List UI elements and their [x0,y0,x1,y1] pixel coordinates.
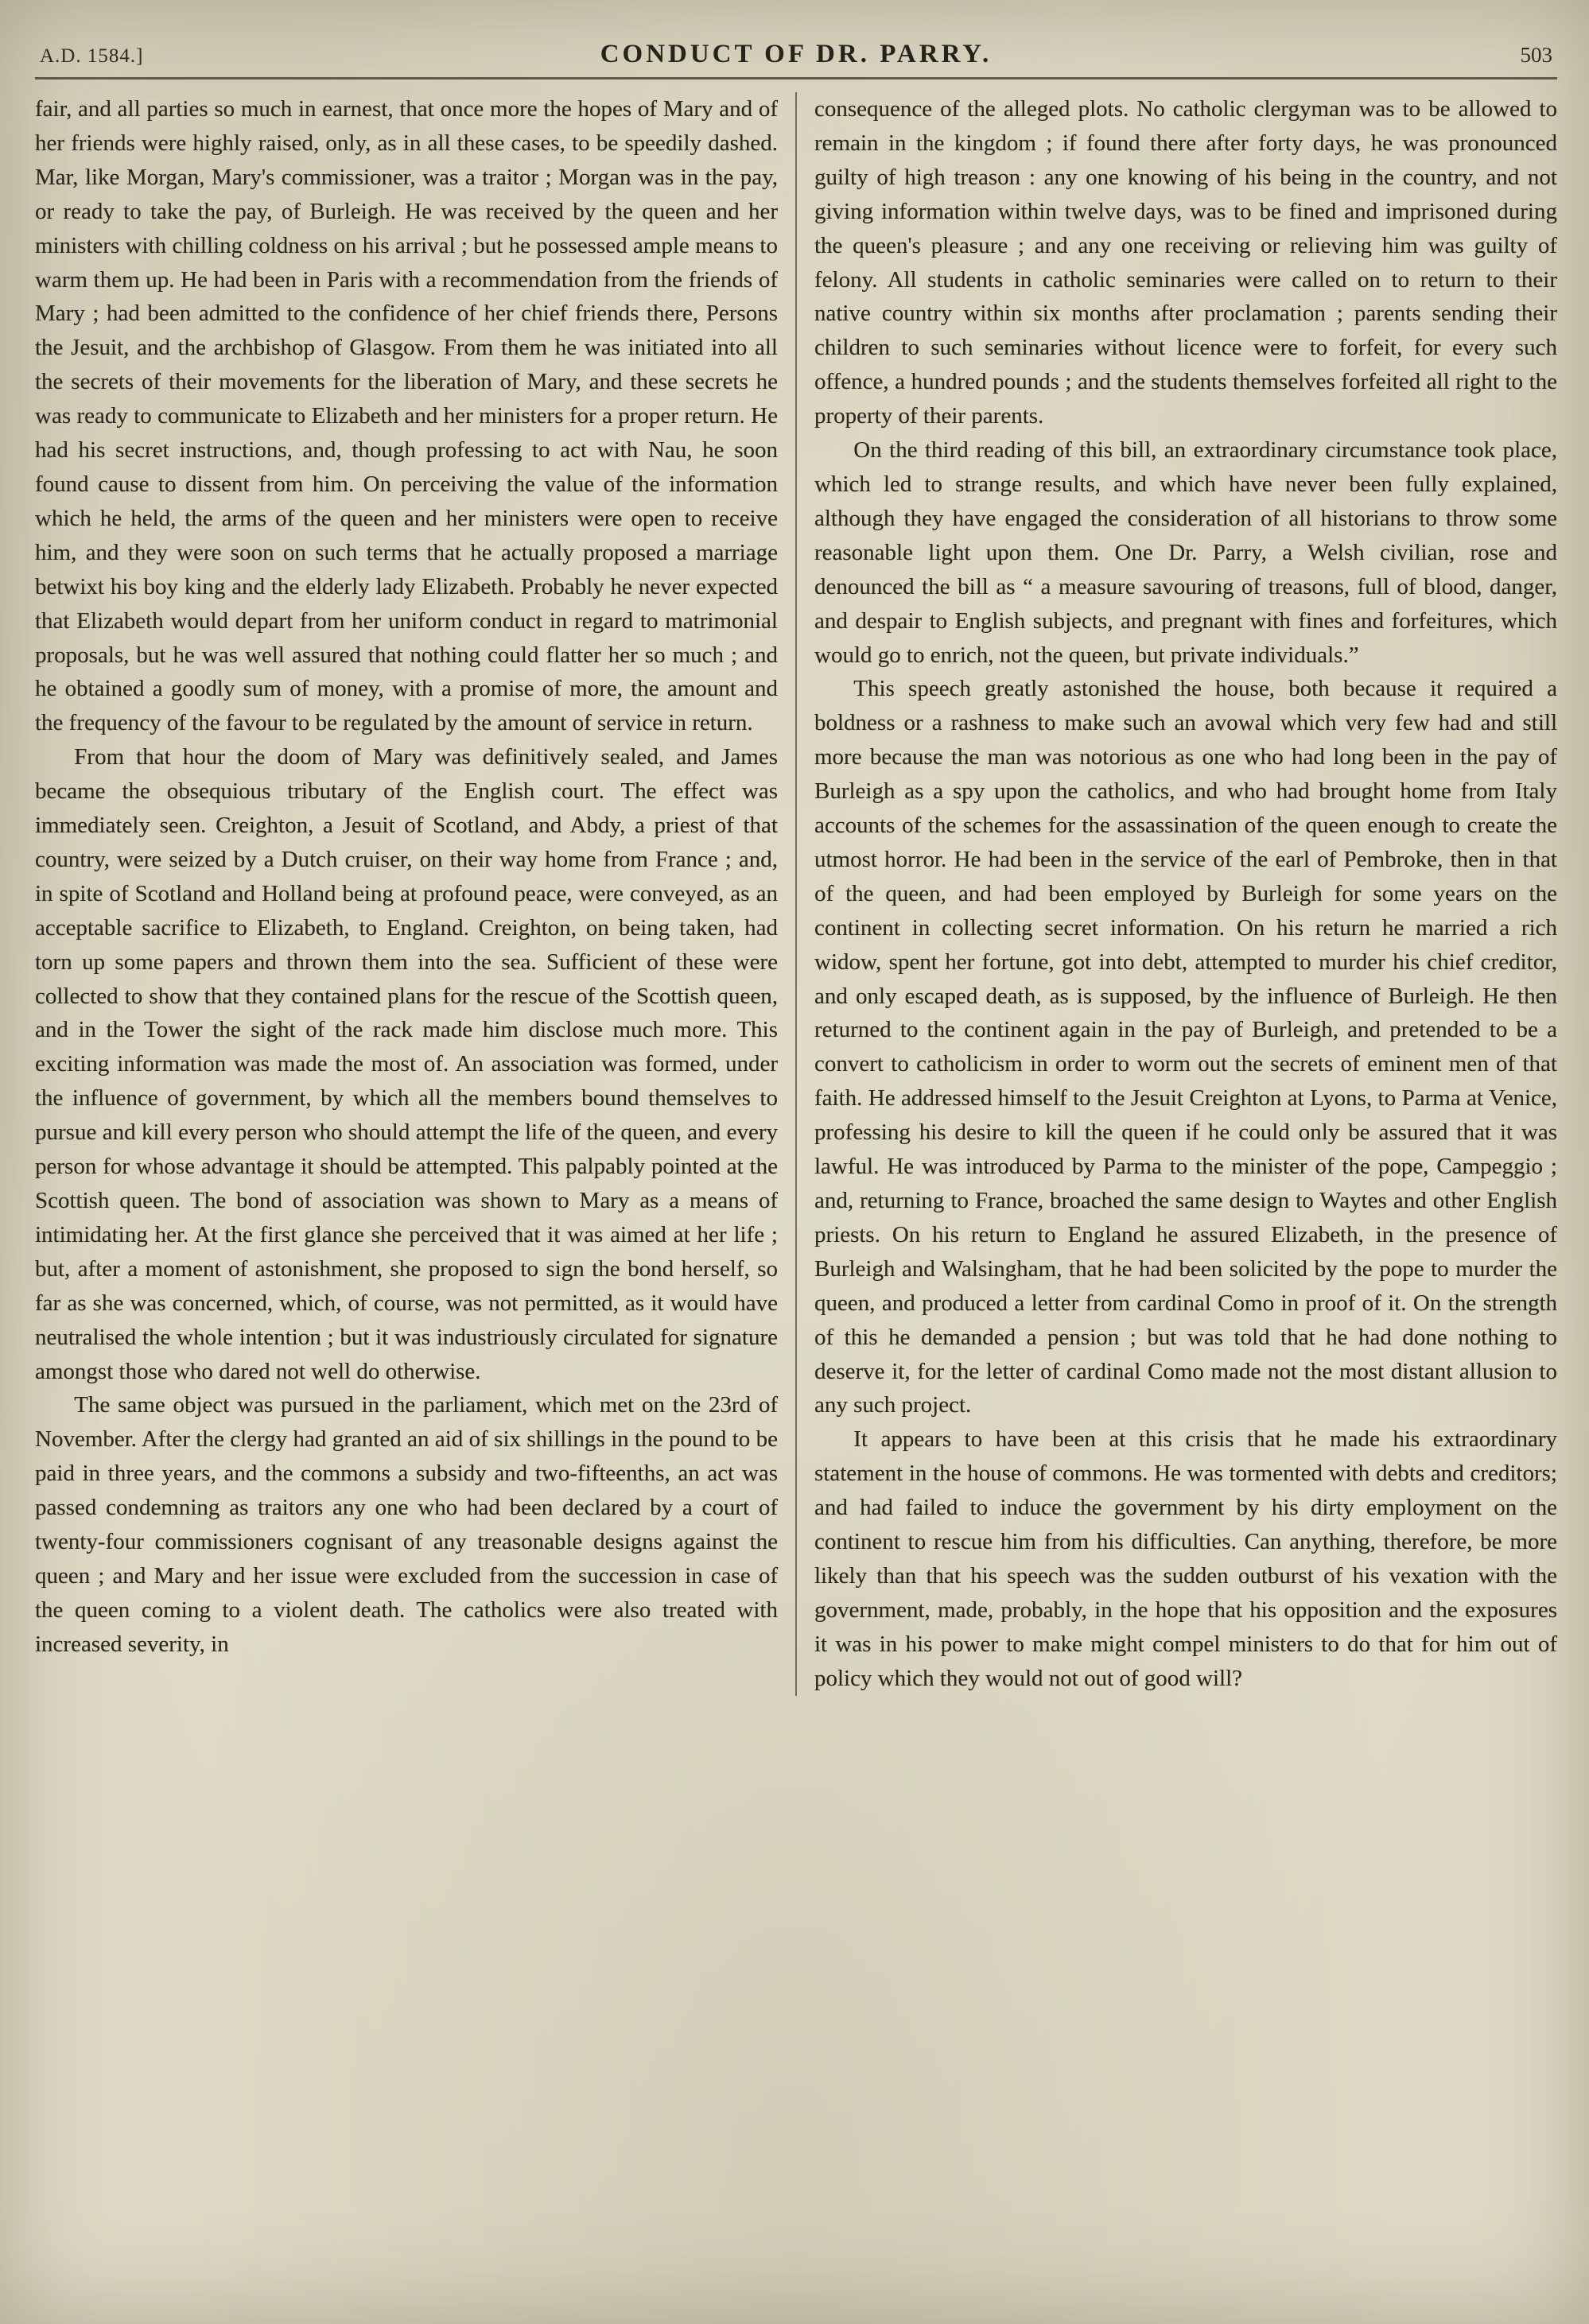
paragraph: On the third reading of this bill, an extraordinary circumstance took place, which led to strange results, and which have never been fully explained, although they have engaged the consideration of all historians to throw some reasonable light upon them. One Dr. Parry, a Welsh civilian, rose and denounced the bill as “ a measure savouring of treasons, full of blood, danger, and despair to English subjects, and pregnant with fines and forfeitures, which would go to enrich, not the queen, but private individuals.” [814,437,1557,668]
paragraph: fair, and all parties so much in earnest, that once more the hopes of Mary and of her friends were highly raised, only, as in all these cases, to be speedily dashed. Mar, like Morgan, Mary's commissioner, was a traitor ; Morgan was in the pay, or ready to take the pay, of Burleigh. He was received by the queen and her ministers with chilling coldness on his arrival ; but he possessed ample means to warm them up. He had been in Paris with a recommendation from the friends of Mary ; had been admitted to the confidence of her chief friends there, Persons the Jesuit, and the archbishop of Glasgow. From them he was initiated into all the secrets of their movements for the liberation of Mary, and these secrets he was ready to communicate to Elizabeth and her ministers for a proper return. He had his secret instructions, and, though professing to act with Nau, he soon found cause to dissent from him. On perceiving the value of the information which he held, the arms of the queen and her ministers were open to receive him, and they were soon on such terms that he actually proposed a marriage betwixt his boy king and the elderly lady Elizabeth. Probably he never expected that Elizabeth would depart from her uniform conduct in regard to matrimonial proposals, but he was well assured that nothing could flatter her so much ; and he obtained a goodly sum of money, with a promise of more, the amount and the frequency of the favour to be regulated by the amount of service in return. [35,96,778,736]
paragraph: From that hour the doom of Mary was definitively sealed, and James became the obsequious tributary of the English court. The effect was immediately seen. Creighton, a Jesuit of Scotland, and Abdy, a priest of that country, were seized by a Dutch cruiser, on their way home from France ; and, in spite of Scotland and Holland being at profound peace, were conveyed, as an acceptable sacrifice to Elizabeth, to England. Creighton, on being taken, had torn up some papers and thrown them into the sea. Sufficient of these were collected to show that they contained plans for the rescue of the Scottish queen, and in the Tower the sight of the rack made him disclose much more. This exciting information was made the most of. An association was formed, under the influence of government, by which all the members bound themselves to pursue and kill every person who should attempt the life of the queen, and every person for whose advantage it should be attempted. This palpably pointed at the Scottish queen. The bond of association was shown to Mary as a means of intimidating her. At the first glance she perceived that it was aimed at her life ; but, after a moment of astonishment, she proposed to sign the bond herself, so far as she was concerned, which, of course, was not permitted, as it would have neutralised the whole intention ; but it was industriously circulated for signature amongst those who dared not well do otherwise. [35,744,778,1384]
era-label: A.D. 1584.] [40,45,144,67]
paragraph: It appears to have been at this crisis that he made his extraordinary statement in the house of commons. He was tormented with debts and creditors; and had failed to induce the government by his dirty employment on the continent to rescue him from his difficulties. Can anything, therefore, be more likely than that his speech was the sudden outburst of his vexation with the government, made, probably, in the hope that his opposition and the exposures it was in his power to make might compel ministers to do that for him out of policy which they would not out of good will? [814,1426,1557,1691]
text-columns [35,92,1557,1696]
page-title: CONDUCT OF DR. PARRY. [600,40,993,68]
page-number: 503 [1520,43,1552,67]
page-header [35,37,1557,69]
column-right [814,92,1557,1696]
column-left [35,92,778,1696]
paragraph: consequence of the alleged plots. No catholic clergyman was to be allowed to remain in the kingdom ; if found there after forty days, he was pronounced guilty of high treason : any one knowing of his being in the country, and not giving information within twelve days, was to be fined and imprisoned during the queen's pleasure ; and any one receiving or relieving him was guilty of felony. All students in catholic seminaries were called on to return to their native country within six months after proclamation ; parents sending their children to such seminaries without licence were to forfeit, for every such offence, a hundred pounds ; and the students themselves forfeited all right to the property of their parents. [814,96,1557,429]
header-rule [35,77,1557,80]
column-divider [795,92,797,1696]
paragraph: The same object was pursued in the parliament, which met on the 23rd of November. After the clergy had granted an aid of six shillings in the pound to be paid in three years, and the commons a subsidy and two-fifteenths, an act was passed condemning as traitors any one who had been declared by a court of twenty-four commissioners cognisant of any treasonable designs against the queen ; and Mary and her issue were excluded from the succession in case of the queen coming to a violent death. The catholics were also treated with increased severity, in [35,1392,778,1657]
paragraph: This speech greatly astonished the house, both because it required a boldness or a rashness to make such an avowal which very few had and still more because the man was notorious as one who had long been in the pay of Burleigh as a spy upon the catholics, and who had brought home from Italy accounts of the schemes for the assassination of the queen enough to create the utmost horror. He had been in the service of the earl of Pembroke, then in that of the queen, and had been employed by Burleigh for some years on the continent in collecting secret information. On his return he married a rich widow, spent her fortune, got into debt, attempted to murder his chief creditor, and only escaped death, as is supposed, by the influence of Burleigh. He then returned to the continent again in the pay of Burleigh, and pretended to be a convert to catholicism in order to worm out the secrets of eminent men of that faith. He addressed himself to the Jesuit Creighton at Lyons, to Parma at Venice, professing his desire to kill the queen if he could only be assured that it was lawful. He was introduced by Parma to the minister of the pope, Campeggio ; and, returning to France, broached the same design to Waytes and other English priests. On his return to England he assured Elizabeth, in the presence of Burleigh and Walsingham, that he had been solicited by the pope to murder the queen, and produced a letter from cardinal Como in proof of it. On the strength of this he demanded a pension ; but was told that he had done nothing to deserve it, for the letter of cardinal Como made not the most distant allusion to any such project. [814,676,1557,1418]
